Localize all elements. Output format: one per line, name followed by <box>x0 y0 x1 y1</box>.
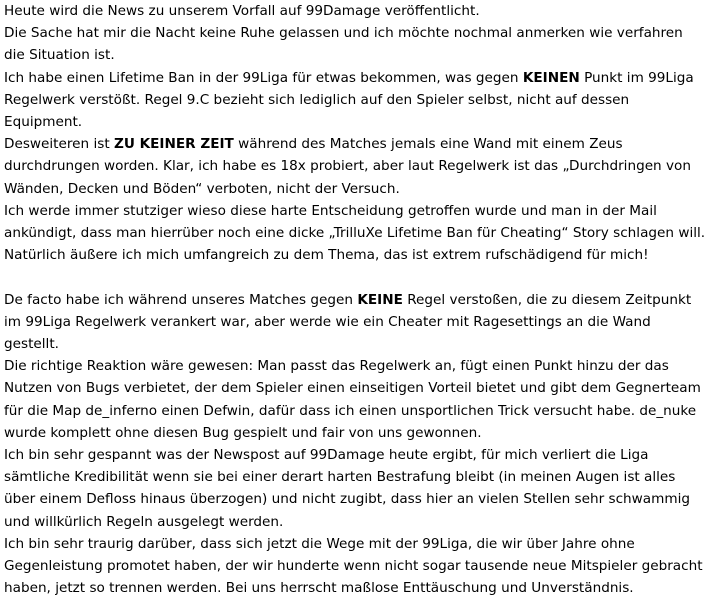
text-segment: Punkt im 99Liga Regelwerk verstößt. Regel 9.C bezieht sich lediglich auf den Spieler selbst, nicht auf dessen Equipment. <box>4 69 694 131</box>
paragraph-situation: Die Sache hat mir die Nacht keine Ruhe gelassen und ich möchte nochmal anmerken wie verfahren die Situation ist. <box>4 25 683 64</box>
paragraph-conclusion: Ich bin sehr traurig darüber, dass sich jetzt die Wege mit der 99Liga, die wir über Jahre ohne Gegenleistung promotet haben, der wir hunderte wenn nicht sogar tausende neue Mitspieler gebracht haben, jetzt so trennen werden. Bei uns herrscht maßlose Enttäuschung und Unverständnis. <box>4 535 703 597</box>
emphasis-keinen: KEINEN <box>522 69 580 86</box>
text-segment: Regel verstoßen, die zu diesem Zeitpunkt im 99Liga Regelwerk verankert war, aber werde wie ein Cheater mit Ragesettings an die Wand gestellt. <box>4 291 692 353</box>
paragraph-cheating-story: Ich werde immer stutziger wieso diese harte Entscheidung getroffen wurde und man in der Mail ankündigt, dass man hierrüber noch eine dicke „TrilluXe Lifetime Ban für Cheating“ Story schlagen will. Natürlich äußere ich mich umfangreich zu dem Thema, das ist extrem rufschädigend für mich! <box>4 202 706 264</box>
paragraph-correct-reaction: Die richtige Reaktion wäre gewesen: Man passt das Regelwerk an, fügt einen Punkt hinzu der das Nutzen von Bugs verbietet, der dem Spieler einen einseitigen Vorteil bietet und gibt dem Gegnerteam für die Map de_inferno einen Defwin, dafür dass ich einen unsportlichen Trick versucht habe. de_nuke wurde komplett ohne diesen Bug gespielt und fair von uns gewonnen. <box>4 358 701 441</box>
emphasis-zu-keiner-zeit: ZU KEINER ZEIT <box>113 136 234 153</box>
paragraph-newspost: Ich bin sehr gespannt was der Newspost auf 99Damage heute ergibt, für mich verliert die Liga sämtliche Kredibilität wenn sie bei einer derart harten Bestrafung bleibt (in meinen Augen ist alles über einem Defloss hinaus überzogen) und nicht zugibt, dass hier an vielen Stellen sehr schwammig und willkürlich Regeln ausgelegt werden. <box>4 447 690 530</box>
paragraph-zeus-wall <box>4 133 706 200</box>
text-segment: Desweiteren ist <box>4 136 114 153</box>
paragraph-lifetime-ban <box>4 67 706 134</box>
emphasis-keine: KEINE <box>357 291 403 308</box>
text-segment: Ich habe einen Lifetime Ban in der 99Liga für etwas bekommen, was gegen <box>4 69 523 86</box>
paragraph-de-facto <box>4 289 706 356</box>
paragraph-spacer <box>4 266 706 288</box>
text-segment: während des Matches jemals eine Wand mit einem Zeus durchdrungen worden. Klar, ich habe es 18x probiert, aber laut Regelwerk ist das „Durchdringen von Wänden, Decken und Böden“ verboten, nicht der Versuch. <box>4 136 691 197</box>
paragraph-news-intro: Heute wird die News zu unserem Vorfall auf 99Damage veröffentlicht. <box>4 3 480 19</box>
text-segment: De facto habe ich während unseres Matches gegen <box>4 291 358 308</box>
